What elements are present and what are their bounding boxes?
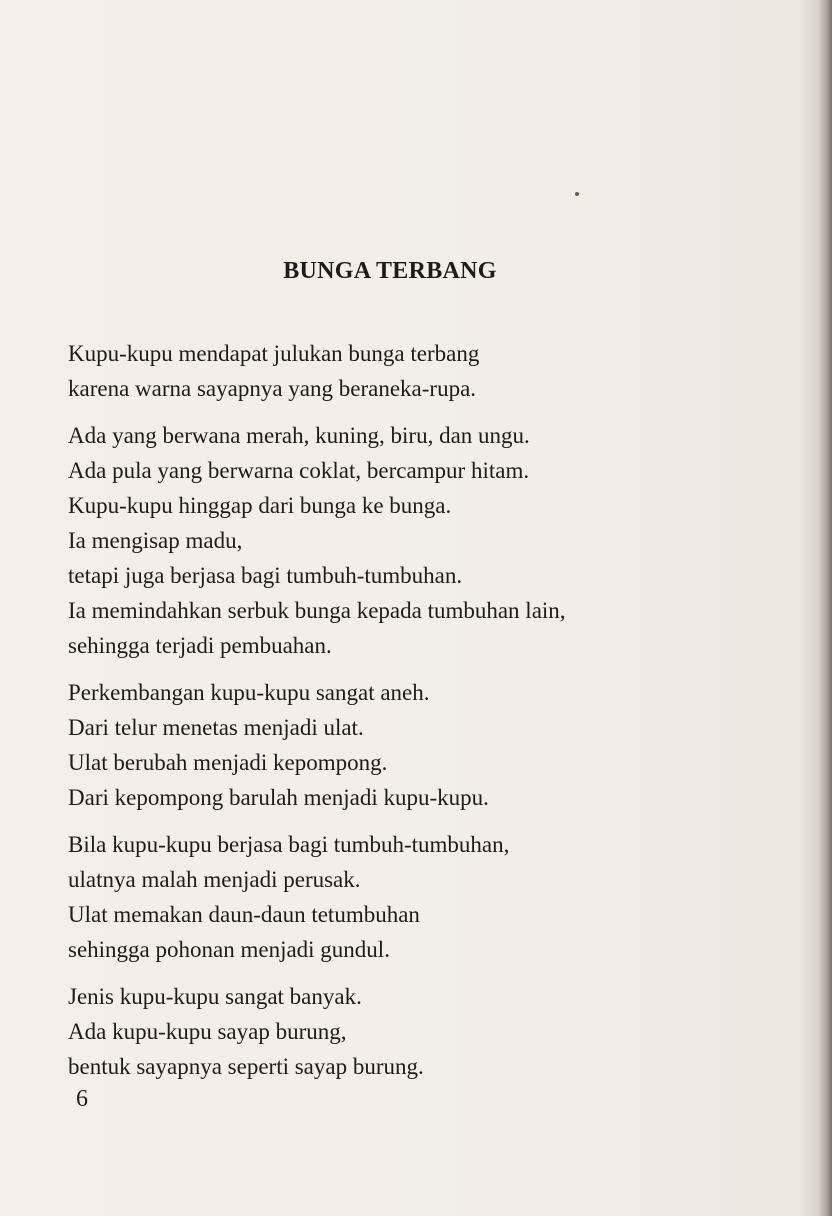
page-number: 6	[76, 1086, 88, 1112]
stanza	[68, 675, 768, 815]
poem-line: Perkembangan kupu-kupu sangat aneh.	[68, 680, 430, 705]
poem-line: Dari telur menetas menjadi ulat.	[68, 715, 364, 740]
poem-body	[68, 336, 768, 1096]
poem-line: Kupu-kupu hinggap dari bunga ke bunga.	[68, 493, 452, 518]
poem-line: Ada kupu-kupu sayap burung,	[68, 1019, 347, 1044]
poem-line: Bila kupu-kupu berjasa bagi tumbuh-tumbuhan,	[68, 832, 510, 857]
poem-line: Ulat memakan daun-daun tetumbuhan	[68, 902, 420, 927]
stanza	[68, 979, 768, 1084]
poem-line: Ada pula yang berwarna coklat, bercampur hitam.	[68, 458, 530, 483]
paper-speck	[575, 192, 579, 196]
poem-line: bentuk sayapnya seperti sayap burung.	[68, 1054, 424, 1079]
poem-line: Ulat berubah menjadi kepompong.	[68, 750, 388, 775]
poem-line: tetapi juga berjasa bagi tumbuh-tumbuhan.	[68, 563, 463, 588]
stanza	[68, 418, 768, 663]
poem-line: Jenis kupu-kupu sangat banyak.	[68, 984, 362, 1009]
poem-line: Dari kepompong barulah menjadi kupu-kupu.	[68, 785, 489, 810]
poem-line: karena warna sayapnya yang beraneka-rupa.	[68, 376, 477, 401]
poem-line: sehingga terjadi pembuahan.	[68, 633, 332, 658]
poem-line: sehingga pohonan menjadi gundul.	[68, 937, 390, 962]
poem-line: Ia memindahkan serbuk bunga kepada tumbuhan lain,	[68, 598, 566, 623]
page-title: BUNGA TERBANG	[283, 258, 497, 284]
stanza	[68, 827, 768, 967]
poem-line: Ia mengisap madu,	[68, 528, 243, 553]
poem-line: Kupu-kupu mendapat julukan bunga terbang	[68, 341, 480, 366]
page-edge-shadow	[818, 0, 832, 1216]
poem-line: ulatnya malah menjadi perusak.	[68, 867, 361, 892]
poem-line: Ada yang berwana merah, kuning, biru, dan ungu.	[68, 423, 530, 448]
stanza	[68, 336, 768, 406]
